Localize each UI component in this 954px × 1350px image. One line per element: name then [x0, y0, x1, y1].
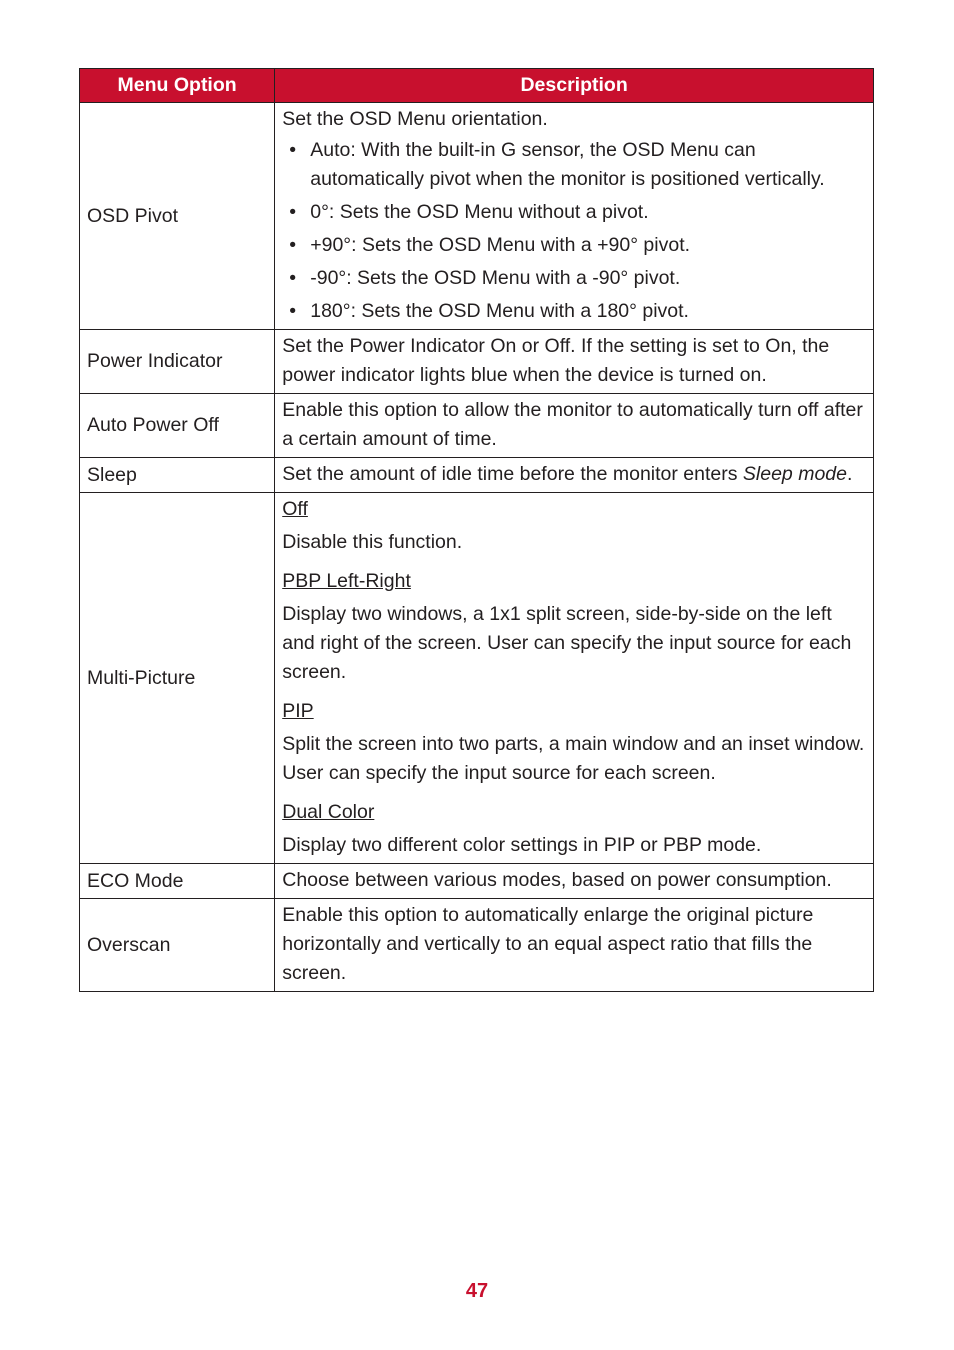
option-auto-power-off: Auto Power Off	[80, 394, 275, 458]
multi-picture-mode-dual-color	[282, 798, 867, 860]
mode-description: Disable this function.	[282, 531, 463, 553]
table-row	[80, 394, 874, 458]
sleep-desc-end: .	[846, 463, 853, 485]
description-overscan: Enable this option to automatically enlarge the original picture horizontally and vertically to an equal aspect ratio that fills the screen.	[275, 899, 874, 992]
mode-description: Display two different color settings in PIP or PBP mode.	[282, 834, 762, 856]
bullet-text: -90°: Sets the OSD Menu with a -90° pivot.	[310, 267, 681, 289]
bullet-text: +90°: Sets the OSD Menu with a +90° pivot.	[310, 234, 691, 256]
bullet-icon: •	[289, 201, 297, 223]
description-eco-mode: Choose between various modes, based on power consumption.	[275, 864, 874, 899]
list-item	[282, 264, 867, 293]
description-osd-pivot	[275, 103, 874, 330]
description-sleep	[275, 458, 874, 493]
mode-description: Display two windows, a 1x1 split screen, side-by-side on the left and right of the screen. User can specify the input source for each screen.	[282, 603, 852, 683]
option-eco-mode: ECO Mode	[80, 864, 275, 899]
bullet-text: 180°: Sets the OSD Menu with a 180° pivot.	[310, 300, 689, 322]
mode-title: PIP	[282, 700, 314, 722]
multi-picture-mode-off	[282, 495, 867, 557]
table-row	[80, 330, 874, 394]
table-row	[80, 493, 874, 864]
header-description: Description	[275, 69, 874, 103]
menu-options-table	[79, 68, 874, 992]
option-osd-pivot: OSD Pivot	[80, 103, 275, 330]
header-menu-option: Menu Option	[80, 69, 275, 103]
option-overscan: Overscan	[80, 899, 275, 992]
table-row	[80, 103, 874, 330]
page-number: 47	[465, 1280, 489, 1302]
table-row	[80, 899, 874, 992]
description-power-indicator: Set the Power Indicator On or Off. If the setting is set to On, the power indicator lights blue when the device is turned on.	[275, 330, 874, 394]
mode-title: PBP Left-Right	[282, 570, 411, 592]
mode-title: Dual Color	[282, 801, 375, 823]
bullet-text: 0°: Sets the OSD Menu without a pivot.	[310, 201, 649, 223]
table-header-row	[80, 69, 874, 103]
description-multi-picture	[275, 493, 874, 864]
bullet-icon: •	[289, 139, 297, 161]
osd-pivot-intro: Set the OSD Menu orientation.	[282, 108, 548, 130]
option-sleep: Sleep	[80, 458, 275, 493]
bullet-icon: •	[289, 300, 297, 322]
mode-description: Split the screen into two parts, a main window and an inset window. User can specify the input source for each screen.	[282, 733, 865, 784]
bullet-icon: •	[289, 267, 297, 289]
description-auto-power-off: Enable this option to allow the monitor to automatically turn off after a certain amount of time.	[275, 394, 874, 458]
list-item	[282, 198, 867, 227]
multi-picture-mode-pbp	[282, 567, 867, 687]
option-multi-picture: Multi-Picture	[80, 493, 275, 864]
mode-title: Off	[282, 498, 308, 520]
bullet-icon: •	[289, 234, 297, 256]
table-row	[80, 458, 874, 493]
table-row	[80, 864, 874, 899]
sleep-mode-emphasis: Sleep mode	[742, 463, 847, 485]
bullet-text: Auto: With the built-in G sensor, the OSD Menu can automatically pivot when the monitor is positioned vertically.	[310, 139, 825, 190]
multi-picture-mode-pip	[282, 697, 867, 788]
sleep-desc-text: Set the amount of idle time before the monitor enters	[282, 463, 743, 485]
osd-pivot-bullet-list	[282, 136, 867, 326]
list-item	[282, 297, 867, 326]
option-power-indicator: Power Indicator	[80, 330, 275, 394]
list-item	[282, 136, 867, 194]
list-item	[282, 231, 867, 260]
